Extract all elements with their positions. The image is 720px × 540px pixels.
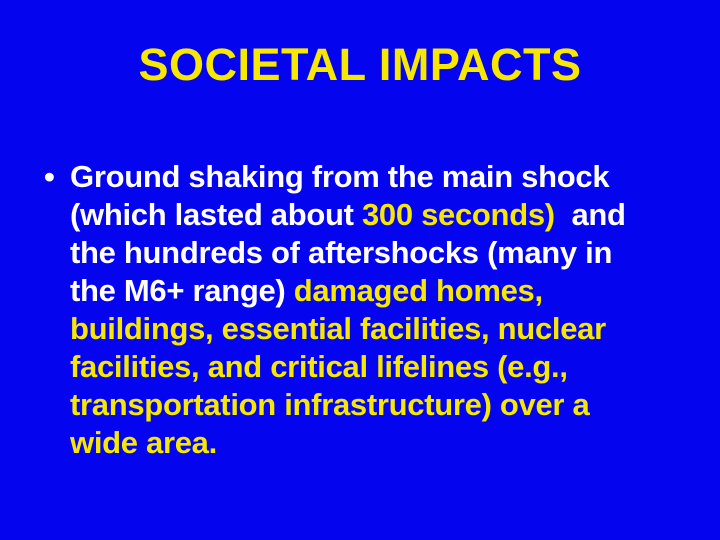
bullet-text-line <box>70 386 684 424</box>
text-segment-white: the M6+ range) <box>70 273 294 308</box>
bullet-text-line <box>70 158 684 196</box>
text-segment-yellow: transportation infrastructure) over a <box>70 387 590 422</box>
text-segment-white: and <box>554 197 626 232</box>
text-segment-yellow: 300 seconds) <box>361 197 555 232</box>
text-segment-yellow: buildings, essential facilities, nuclear <box>70 311 606 346</box>
bullet-text-line <box>70 310 684 348</box>
text-segment-yellow: damaged homes, <box>293 273 543 308</box>
text-segment-yellow: wide area. <box>70 425 217 460</box>
bullet-text-line <box>70 234 684 272</box>
slide-title: SOCIETAL IMPACTS <box>138 39 582 90</box>
text-segment-white: the hundreds of aftershocks (many in <box>70 235 613 270</box>
text-segment-white: (which lasted about <box>70 197 362 232</box>
bullet-item <box>44 158 684 462</box>
bullet-marker: • <box>44 159 55 194</box>
bullet-text-line <box>70 348 684 386</box>
text-segment-yellow: facilities, and critical lifelines (e.g., <box>70 349 568 384</box>
bullet-text-line <box>70 424 684 462</box>
bullet-text <box>70 158 684 462</box>
bullet-text-line <box>70 272 684 310</box>
bullet-text-line <box>70 196 684 234</box>
text-segment-white: Ground shaking from the main shock <box>70 159 610 194</box>
